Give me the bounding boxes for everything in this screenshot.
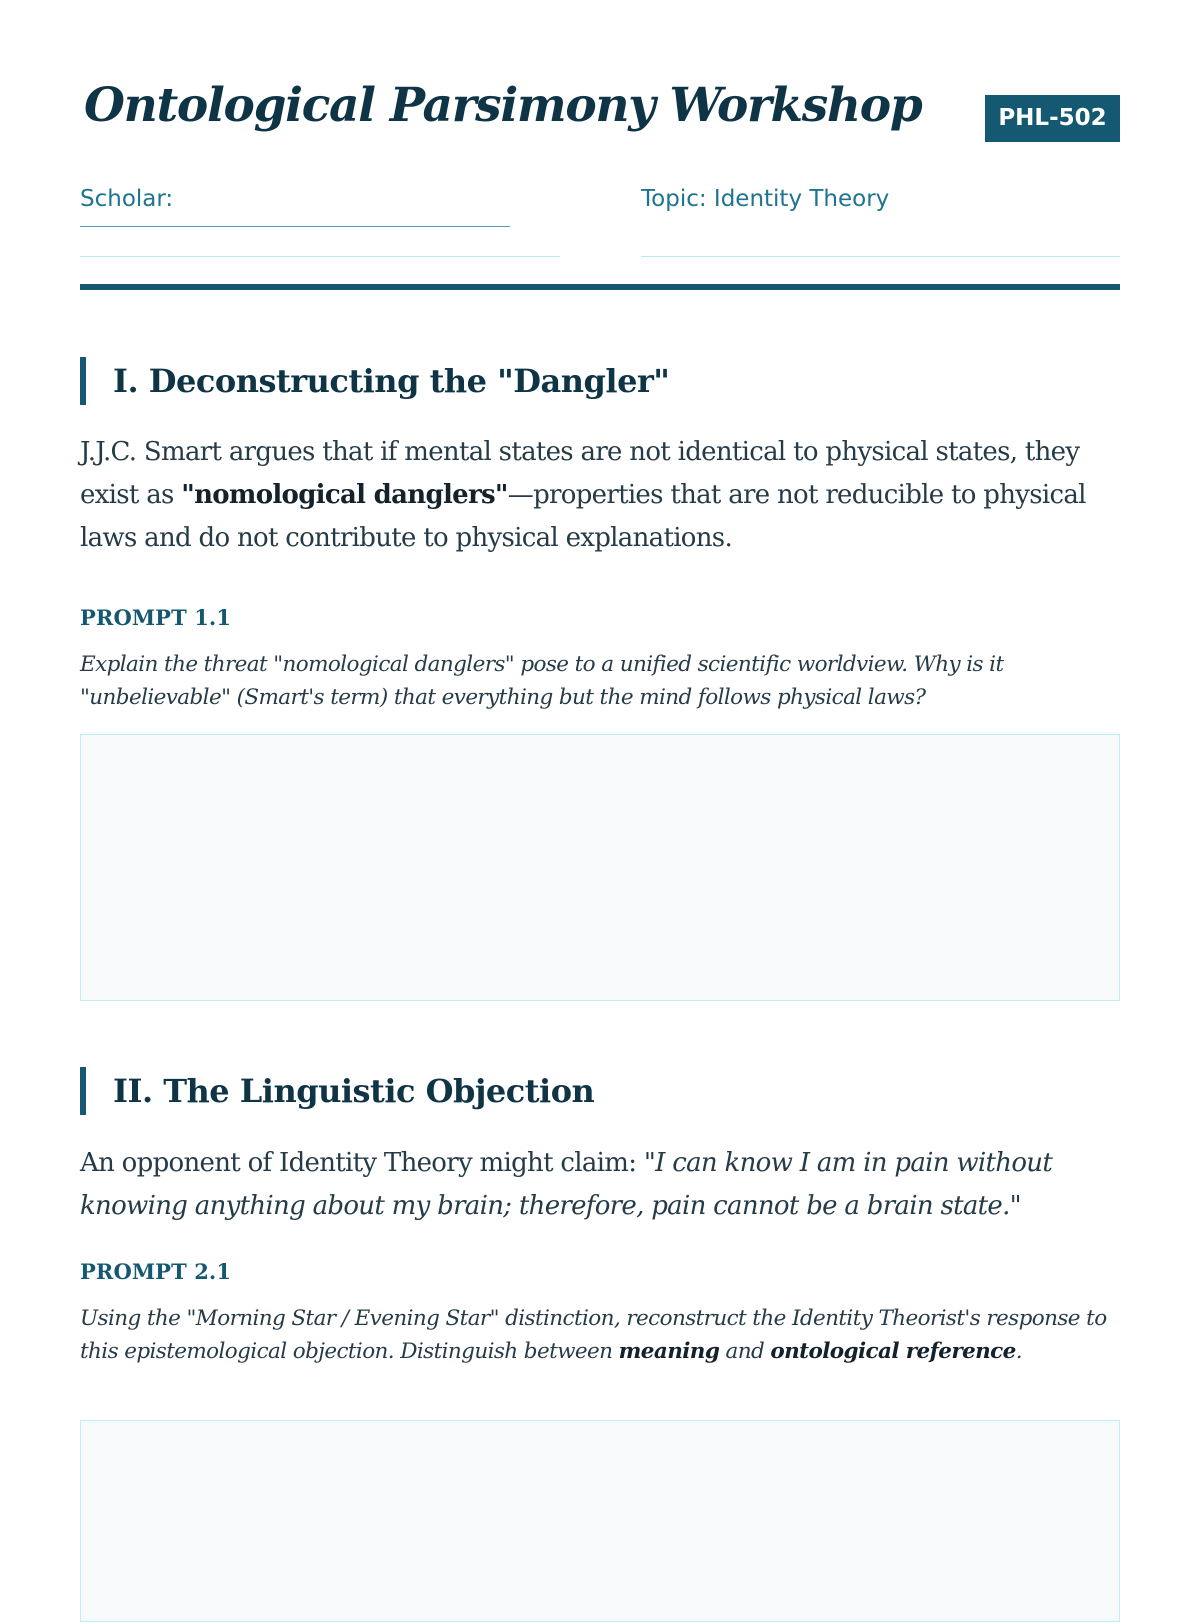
section-1-title: I. Deconstructing the "Dangler" (113, 362, 670, 400)
header (80, 78, 1120, 148)
prompt-2-1-answer-box[interactable] (80, 1420, 1120, 1622)
topic-label: Topic: Identity Theory (641, 186, 890, 212)
section-1-paragraph (80, 431, 1120, 560)
prompt-2-1-bold-reference: ontological reference (770, 1339, 1016, 1364)
prompt-2-1-bold-meaning: meaning (618, 1339, 720, 1364)
course-code-badge: PHL-502 (985, 95, 1120, 142)
section-1-accent-bar (80, 357, 86, 405)
section-1-text-before: J.J.C. Smart argues that if mental states are not identical to physical states, they exist as (80, 437, 1080, 510)
prompt-2-1-text-before: Using the "Morning Star / Evening Star" distinction, reconstruct the Identity Theorist's response to this epistemological objection. Distinguish between (80, 1306, 1107, 1364)
section-2-heading (80, 1067, 1120, 1115)
prompt-2-1-text (80, 1302, 1120, 1368)
prompt-1-1-label: PROMPT 1.1 (80, 605, 232, 630)
prompt-1-1-answer-box[interactable] (80, 734, 1120, 1001)
prompt-2-1-label: PROMPT 2.1 (80, 1259, 232, 1284)
prompt-1-1-text: Explain the threat "nomological danglers" pose to a unified scientific worldview. Why is it "unbelievable" (Smart's term) that everything but the mind follows physical laws? (80, 652, 1004, 710)
scholar-blank-line (80, 226, 510, 227)
section-1-bold-term: "nomological danglers" (181, 480, 508, 510)
section-2-accent-bar (80, 1067, 86, 1115)
section-2-paragraph (80, 1142, 1120, 1228)
section-2-text-before: An opponent of Identity Theory might claim: (80, 1148, 644, 1178)
section-1-text-after: —properties that are not reducible to physical laws and do not contribute to physical explanations. (80, 480, 1086, 553)
topic-field (641, 186, 1120, 257)
section-1-heading (80, 357, 1120, 405)
header-divider (80, 284, 1120, 290)
scholar-label: Scholar: (80, 186, 174, 212)
page-title: Ontological Parsimony Workshop (84, 78, 922, 133)
section-2-quote: "I can know I am in pain without knowing anything about my brain; therefore, pain cannot be a brain state." (80, 1148, 1053, 1221)
section-2-title: II. The Linguistic Objection (113, 1072, 595, 1110)
prompt-2-1-text-after: . (1015, 1339, 1022, 1364)
scholar-field[interactable] (80, 186, 560, 257)
prompt-2-1-text-middle: and (719, 1339, 771, 1364)
